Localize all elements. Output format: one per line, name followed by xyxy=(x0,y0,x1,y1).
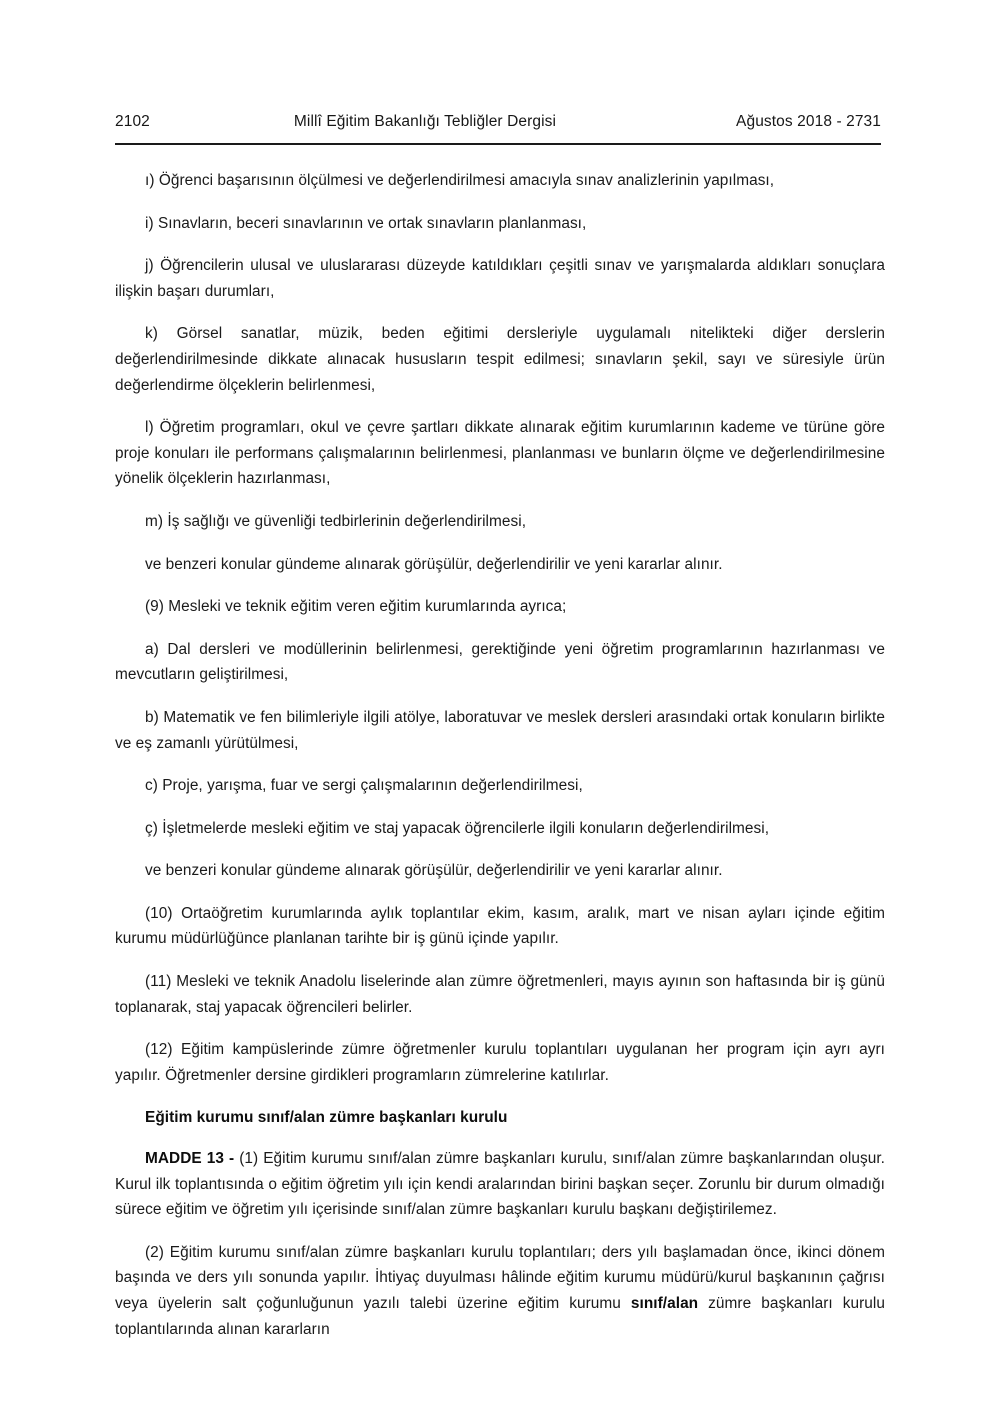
paragraph-item-k: k) Görsel sanatlar, müzik, beden eğitimi dersleriyle uygulamalı nitelikteki diğer derslerin değerlendirilmesinde dikkate alınacak hususların tespit edilmesi; sınavların şekil, sayı ve süresiyle ürün değerlendirme ölçeklerin belirlenmesi, xyxy=(115,325,885,394)
paragraph-item-j: j) Öğrencilerin ulusal ve uluslararası düzeyde katıldıkları çeşitli sınav ve yarışmalarda aldıkları sonuçlara ilişkin başarı durumları, xyxy=(115,257,885,300)
paragraph-item-i-dotted: i) Sınavların, beceri sınavlarının ve ortak sınavların planlanması, xyxy=(145,214,587,232)
paragraph-item-c-cedilla: ç) İşletmelerde mesleki eğitim ve staj yapacak öğrencilerle ilgili konuların değerlendirilmesi, xyxy=(145,819,770,837)
article-label: MADDE 13 - xyxy=(145,1150,240,1168)
paragraph-clause-10: (10) Ortaöğretim kurumlarında aylık toplantılar ekim, kasım, aralık, mart ve nisan ayları içinde eğitim kurumu müdürlüğünce planlanan tarihte bir iş günü içinde yapılır. xyxy=(115,904,885,948)
issue-date: Ağustos 2018 - 2731 xyxy=(736,113,881,130)
paragraph-article-13-clause-2 xyxy=(115,1240,885,1342)
paragraph-clause-12: (12) Eğitim kampüslerinde zümre öğretmenler kurulu toplantıları uygulanan her program için ayrı ayrı yapılır. Öğretmenler dersine girdikleri programların zümrelerine katılırlar. xyxy=(115,1041,885,1084)
paragraph-clause-9: (9) Mesleki ve teknik eğitim veren eğitim kurumlarında ayrıca; xyxy=(145,598,567,616)
paragraph-item-l: l) Öğretim programları, okul ve çevre şartları dikkate alınarak eğitim kurumlarının kademe ve türüne göre proje konuları ile performans çalışmalarının belirlenmesi, planlanması ve bunların ölçme ve değerlendirilmesine yönelik ölçeklerin hazırlanması, xyxy=(115,419,885,488)
paragraph-item-b: b) Matematik ve fen bilimleriyle ilgili atölye, laboratuvar ve meslek dersleri arasındaki ortak konuların birlikte ve eş zamanlı yürütülmesi, xyxy=(115,708,885,752)
clause-2-text-part-1: (2) Eğitim kurumu sınıf/alan zümre başkanları kurulu toplantıları; ders yılı başlamadan önce, ikinci dönem başında ve ders yılı sonunda yapılır. İhtiyaç duyulması hâlinde eğitim kurumu müdürü/kurul başkanının çağrısı veya üyelerin salt çoğunluğunun yazılı talebi üzerine eğitim kurumu xyxy=(115,1243,885,1312)
paragraph-item-i-dotless: ı) Öğrenci başarısının ölçülmesi ve değerlendirilmesi amacıyla sınav analizlerinin yapılması, xyxy=(145,172,775,189)
paragraph-article-13-clause-1 xyxy=(115,1146,885,1223)
header-divider-rule xyxy=(115,143,881,145)
page-running-head xyxy=(115,112,881,131)
paragraph-clause-11: (11) Mesleki ve teknik Anadolu liselerinde alan zümre öğretmenleri, mayıs ayının son haftasında bir iş günü toplanarak, staj yapacak öğrencileri belirler. xyxy=(115,973,885,1016)
paragraph-item-a: a) Dal dersleri ve modüllerinin belirlenmesi, gerektiğinde yeni öğretim programlarının hazırlanması ve mevcutların geliştirilmesi, xyxy=(115,640,885,684)
paragraph-closing-2: ve benzeri konular gündeme alınarak görüşülür, değerlendirilir ve yeni kararlar alınır. xyxy=(145,862,723,880)
paragraph-item-m: m) İş sağlığı ve güvenliği tedbirlerinin değerlendirilmesi, xyxy=(145,512,527,530)
paragraph-item-c: c) Proje, yarışma, fuar ve sergi çalışmalarının değerlendirilmesi, xyxy=(145,777,583,795)
paragraph-closing-1: ve benzeri konular gündeme alınarak görüşülür, değerlendirilir ve yeni kararlar alınır. xyxy=(145,555,723,573)
clause-2-emphasis: sınıf/alan xyxy=(630,1295,699,1312)
section-subheading: Eğitim kurumu sınıf/alan zümre başkanları kurulu xyxy=(145,1109,508,1127)
clause-2-text-part-2: zümre başkanları kurulu toplantılarında alınan kararların xyxy=(115,1295,885,1338)
journal-title: Millî Eğitim Bakanlığı Tebliğler Dergisi xyxy=(293,113,557,130)
page-number: 2102 xyxy=(115,113,150,130)
article-clause-1-text: (1) Eğitim kurumu sınıf/alan zümre başkanları kurulu, sınıf/alan zümre başkanlarından oluşur. Kurul ilk toplantısında o eğitim öğretim yılı için kendi aralarından birini başkan seçer. Zorunlu bir durum olmadığı sürece eğitim ve öğretim yılı içerisinde sınıf/alan zümre başkanları kurulu başkanı değiştirilemez. xyxy=(115,1150,885,1219)
body-text-column xyxy=(115,168,885,1342)
